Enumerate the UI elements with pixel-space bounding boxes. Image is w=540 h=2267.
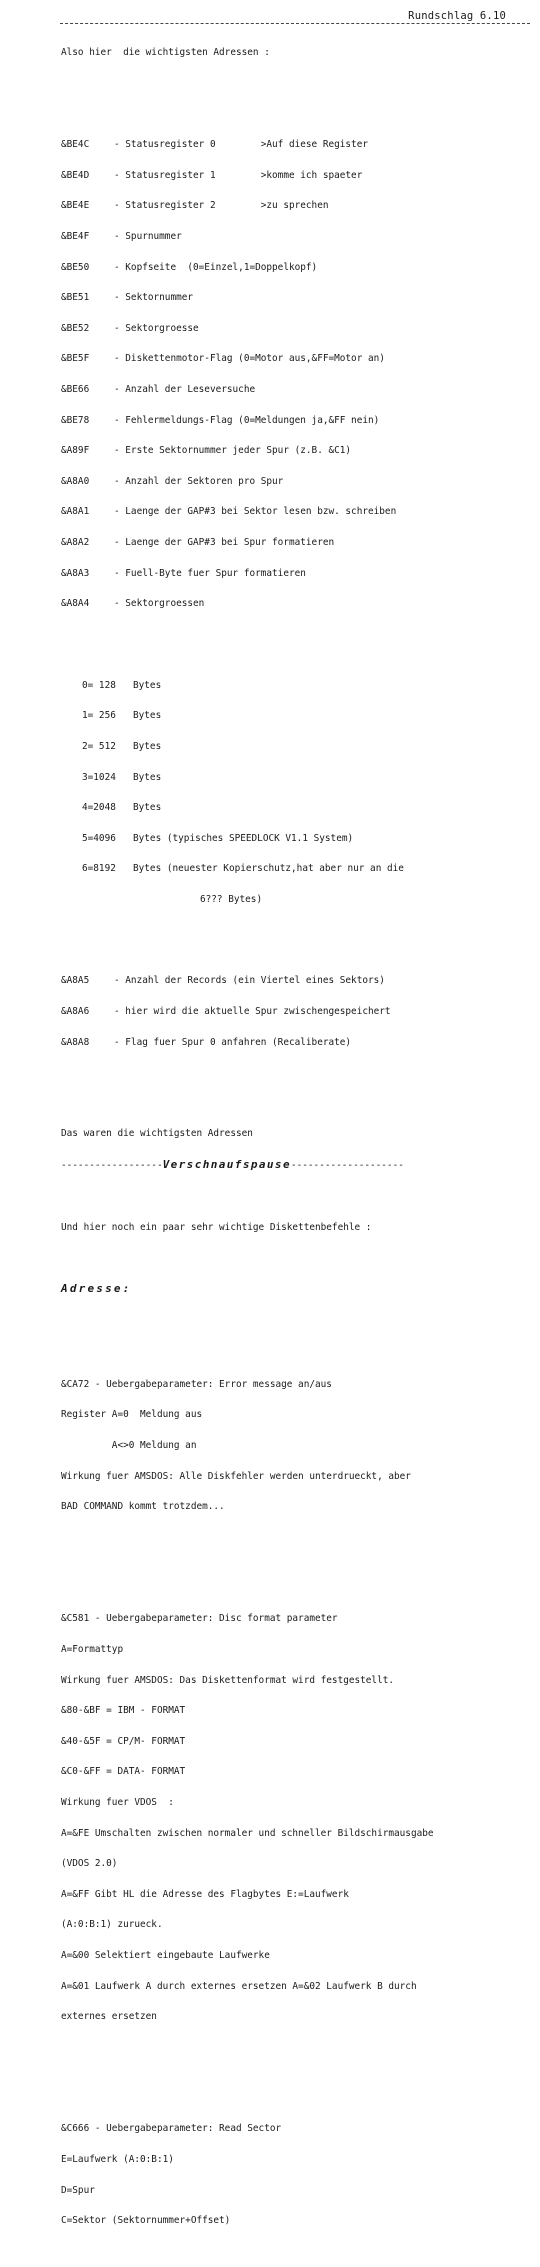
separator-title: Verschnaufspause xyxy=(162,1158,291,1172)
page-header: Rundschlag 6.10 xyxy=(408,10,506,22)
address-entry: &BE52 - Sektorgroesse xyxy=(61,322,199,334)
address-entry: &BE4C - Statusregister 0 >Auf diese Register xyxy=(61,139,368,151)
address-entry: &BE78 - Fehlermeldungs-Flag (0=Meldungen ja,&FF nein) xyxy=(61,414,380,426)
intro-text: Also hier die wichtigsten Adressen : xyxy=(61,47,270,59)
address-entry: &BE50 - Kopfseite (0=Einzel,1=Doppelkopf) xyxy=(61,261,318,273)
address-entry: &A8A3 - Fuell-Byte fuer Spur formatieren xyxy=(61,567,306,579)
address-entry: &BE4D - Statusregister 1 >komme ich spaeter xyxy=(61,169,363,181)
address-entry: &BE4E - Statusregister 2 >zu sprechen xyxy=(61,200,329,212)
command-block-c666: &C666 - Uebergabeparameter: Read Sector E=Laufwerk (A:0:B:1) D=Spur C=Sektor (Sektornummer+Offset) xyxy=(61,2123,282,2227)
sector-size-row: 2= 512 Bytes xyxy=(82,740,162,752)
address-entry: &BE5F - Diskettenmotor-Flag (0=Motor aus,&FF=Motor an) xyxy=(61,353,385,365)
address-entry: &A8A1 - Laenge der GAP#3 bei Sektor lesen bzw. schreiben xyxy=(61,506,397,518)
address-list xyxy=(61,120,536,630)
sector-size-row: 6=8192 Bytes (neuester Kopierschutz,hat aber nur an die xyxy=(82,863,404,875)
address-entry: &A8A6 - hier wird die aktuelle Spur zwischengespeichert xyxy=(61,1006,391,1018)
sector-size-row: 5=4096 Bytes (typisches SPEEDLOCK V1.1 System) xyxy=(82,832,354,844)
address-entry: &BE66 - Anzahl der Leseversuche xyxy=(61,383,256,395)
header-rule xyxy=(60,23,530,24)
document-body xyxy=(61,28,536,2267)
address-entry: &A8A0 - Anzahl der Sektoren pro Spur xyxy=(61,475,284,487)
section-heading: Adresse: xyxy=(61,1282,132,1296)
sector-size-continuation: 6??? Bytes) xyxy=(200,893,263,905)
sector-size-row: 3=1024 Bytes xyxy=(82,771,162,783)
address-entry: &A8A8 - Flag fuer Spur 0 anfahren (Recaliberate) xyxy=(61,1036,352,1048)
address-entry: &A8A4 - Sektorgroessen xyxy=(61,598,205,610)
address-entry: &A89F - Erste Sektornummer jeder Spur (z.B. &C1) xyxy=(61,445,352,457)
sector-size-table xyxy=(61,660,536,925)
sector-size-row: 0= 128 Bytes xyxy=(82,679,162,691)
address-entry: &A8A5 - Anzahl der Records (ein Viertel eines Sektors) xyxy=(61,975,385,987)
outro-text: Das waren die wichtigsten Adressen xyxy=(61,1128,253,1140)
address-entry: &A8A2 - Laenge der GAP#3 bei Spur formatieren xyxy=(61,536,335,548)
disk-intro-text: Und hier noch ein paar sehr wichtige Diskettenbefehle : xyxy=(61,1222,372,1234)
command-block-c581: &C581 - Uebergabeparameter: Disc format parameter A=Formattyp Wirkung fuer AMSDOS: Das Diskettenformat wird festgestellt. &80-&BF = IBM - FORMAT &40-&5F = CP/M- FORMAT &C0-&FF = DATA- FORMAT Wirkung fuer VDOS : A=&FE Umschalten zwischen normaler und schneller Bildschirmausgabe (VDOS 2.0) A=&FF Gibt HL die Adresse des Flagbytes E:=Laufwerk (A:0:B:1) zurueck. A=&00 Selektiert eingebaute Laufwerke A=&01 Laufwerk A durch externes ersetzen A=&02 Laufwerk B durch externes ersetzen xyxy=(61,1613,434,2023)
address-entry: &BE51 - Sektornummer xyxy=(61,292,194,304)
sector-size-row: 1= 256 Bytes xyxy=(82,710,162,722)
section-separator: ------------------ Verschnaufspause -------------------- xyxy=(61,1158,404,1172)
address-list-2 xyxy=(61,956,536,1068)
command-block-ca72: &CA72 - Uebergabeparameter: Error message an/aus Register A=0 Meldung aus A<>0 Meldung an Wirkung fuer AMSDOS: Alle Diskfehler werden unterdrueckt, aber BAD COMMAND kommt trotzdem... xyxy=(61,1378,411,1513)
address-entry: &BE4F - Spurnummer xyxy=(61,230,182,242)
sector-size-row: 4=2048 Bytes xyxy=(82,802,162,814)
